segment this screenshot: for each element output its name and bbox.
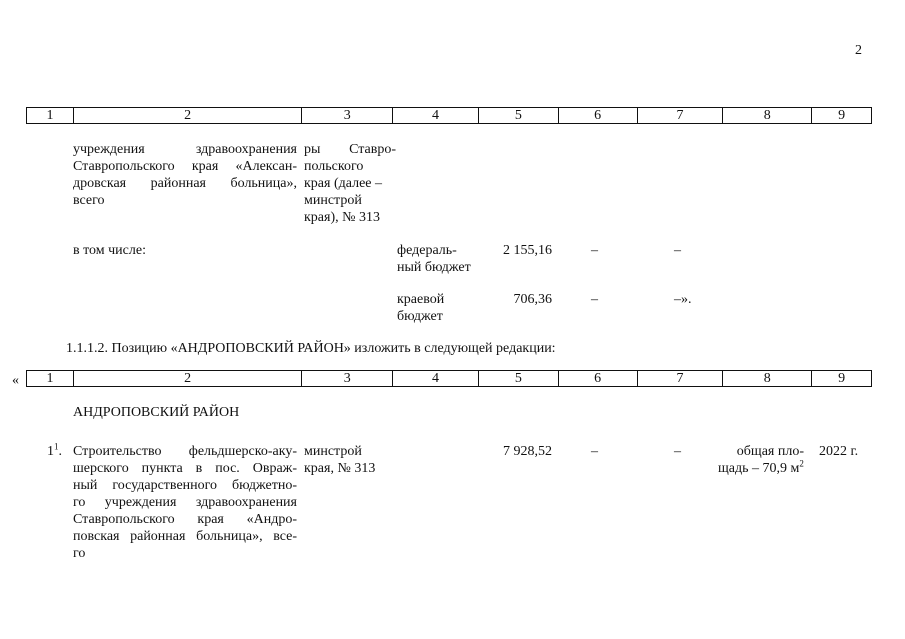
funding-source-line: краевой [397,292,445,307]
capacity-sup: 2 [799,458,804,469]
regional-col6: – [591,292,598,307]
header-cell: 9 [838,108,846,123]
table-header-row [26,370,872,387]
row-number-sup: 1 [54,441,59,452]
district-title: АНДРОПОВСКИЙ РАЙОН [73,405,240,420]
funding-source-line: федераль- [397,243,457,258]
funding-source-federal [397,242,481,276]
capacity-line: общая пло- [736,444,804,459]
entry-name-line: дровская районная больница», [73,176,297,191]
row-name-line: ный государственного бюджетно- [73,478,297,493]
row-number-main: 1 [47,444,54,459]
funding-source-line: ный бюджет [397,260,471,275]
row-capacity [718,443,810,477]
executor-line: польского [304,159,364,174]
row-col7: – [674,444,681,459]
row-number-suffix: . [58,444,62,459]
executor-line: края (далее – [304,176,382,191]
including-label: в том числе: [73,243,146,258]
row-amount: 7 928,52 [503,444,552,459]
executor-line: края), № 313 [304,210,380,225]
page-number: 2 [855,43,862,58]
header-cell: 2 [74,108,302,123]
row-col6: – [591,444,598,459]
header-cell: 7 [638,108,724,123]
capacity-line [718,460,810,477]
header-cell: 4 [393,108,479,123]
header-cell: 7 [638,371,724,386]
entry-executor [304,141,396,226]
row-name-line: го учреждения здравоохранения [73,495,297,510]
header-cell: 6 [559,371,638,386]
header-cell: 1 [27,371,74,386]
federal-col7: – [674,243,681,258]
entry-name-line: Ставропольского края «Алексан- [73,159,297,174]
row-name-line: шерского пункта в пос. Овраж- [73,461,297,476]
funding-source-line: бюджет [397,309,443,324]
row-name-line: повская районная больница», все- [73,529,297,544]
table-header-row [26,107,872,124]
header-cell: 8 [723,371,812,386]
entry-name-line: учреждения здравоохранения [73,142,297,157]
header-cell: 4 [393,371,479,386]
row-name [73,443,297,562]
entry-name [73,141,297,209]
header-cell: 9 [838,371,846,386]
header-cell: 3 [302,108,393,123]
capacity-text: щадь – 70,9 м [718,461,800,476]
header-cell: 3 [302,371,393,386]
row-number [47,443,62,460]
row-name-line: Строительство фельдшерско-аку- [73,444,297,459]
executor-line: минстрой [304,193,362,208]
federal-amount: 2 155,16 [503,243,552,258]
opening-quote: « [12,373,19,388]
regional-col7: –». [674,292,692,307]
funding-source-regional [397,291,481,325]
row-name-line: Ставропольского края «Андро- [73,512,297,527]
header-cell: 1 [27,108,74,123]
executor-line: ры Ставро- [304,142,396,157]
header-cell: 2 [74,371,302,386]
header-cell: 8 [723,108,812,123]
header-cell: 5 [479,371,559,386]
header-cell: 5 [479,108,559,123]
header-cell: 6 [559,108,638,123]
row-year: 2022 г. [819,444,859,459]
row-executor [304,443,396,477]
executor-line: края, № 313 [304,461,376,476]
federal-col6: – [591,243,598,258]
entry-name-line: всего [73,193,105,208]
regional-amount: 706,36 [513,292,552,307]
amendment-instruction: 1.1.1.2. Позицию «АНДРОПОВСКИЙ РАЙОН» изложить в следующей редакции: [66,341,556,356]
executor-line: минстрой [304,444,362,459]
row-name-line: го [73,546,86,561]
